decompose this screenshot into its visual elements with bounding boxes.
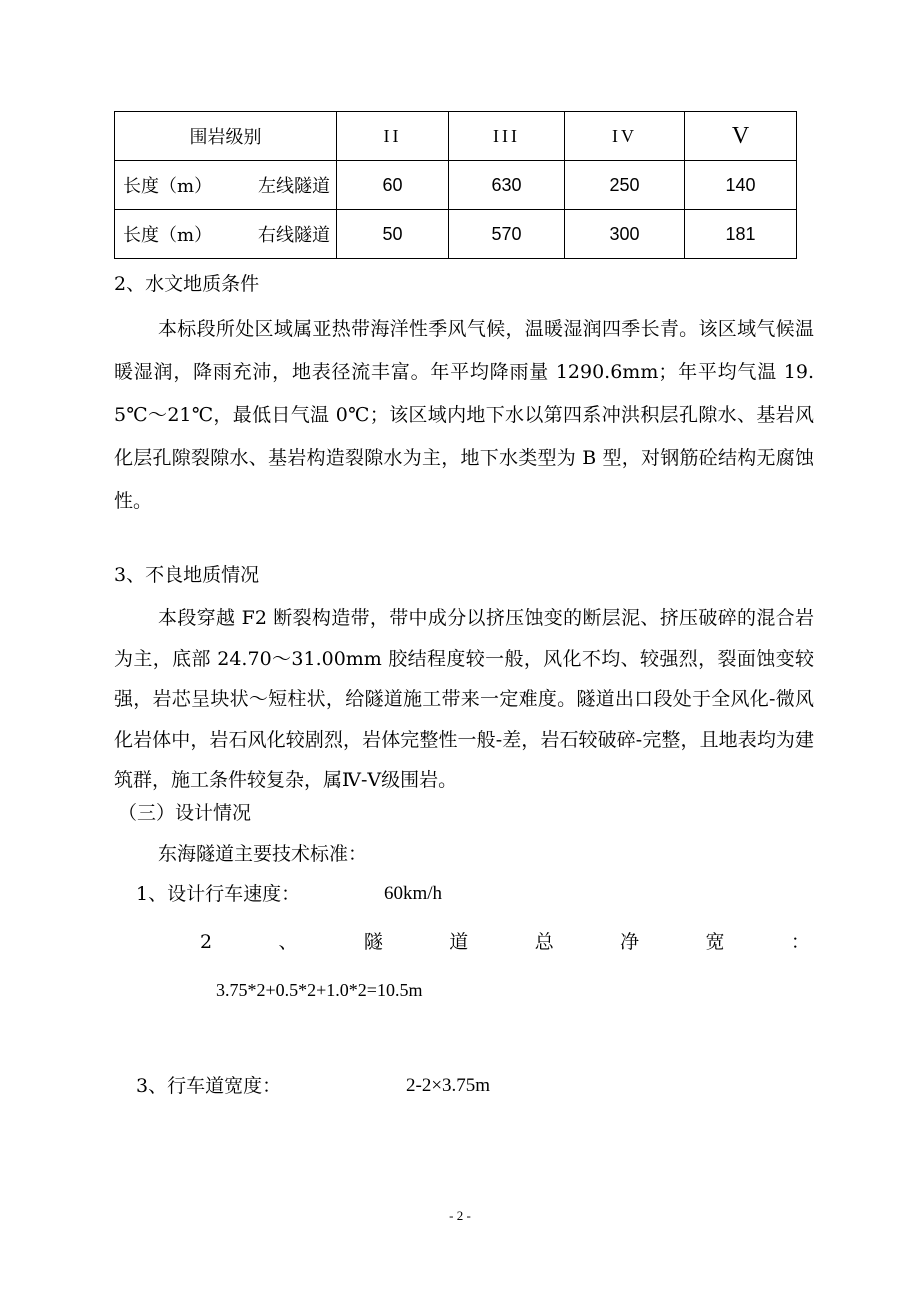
table-row bbox=[115, 161, 797, 210]
row-length-label: 长度（m） bbox=[123, 176, 213, 197]
heading-bad-geology: 3、不良地质情况 bbox=[114, 564, 260, 586]
heading-hydro: 2、水文地质条件 bbox=[114, 273, 260, 295]
item2-char: 隧 bbox=[363, 931, 383, 953]
table-header-grade: V bbox=[685, 112, 797, 161]
item2-char: 、 bbox=[278, 931, 298, 953]
item2-char: 宽 bbox=[705, 931, 725, 953]
item3-value: 2-2×3.75m bbox=[406, 1075, 491, 1096]
item3-label: 3、行车道宽度： bbox=[136, 1075, 282, 1097]
table-header-grade: IV bbox=[565, 112, 685, 161]
table-cell: 570 bbox=[449, 210, 565, 259]
heading-design: （三）设计情况 bbox=[118, 802, 252, 824]
rock-grade-table bbox=[114, 111, 797, 259]
item2-char: ： bbox=[790, 931, 810, 953]
table-row-label bbox=[115, 210, 337, 259]
item2-label bbox=[200, 930, 810, 954]
row-line-label: 左线隧道 bbox=[258, 176, 330, 197]
table-row bbox=[115, 210, 797, 259]
item1-label: 1、设计行车速度： bbox=[136, 883, 301, 905]
table-cell: 630 bbox=[449, 161, 565, 210]
table-cell: 250 bbox=[565, 161, 685, 210]
table-header-row bbox=[115, 112, 797, 161]
table-cell: 140 bbox=[685, 161, 797, 210]
item2-value: 3.75*2+0.5*2+1.0*2=10.5m bbox=[216, 980, 423, 1000]
item2-char: 2 bbox=[200, 931, 213, 953]
table-cell: 300 bbox=[565, 210, 685, 259]
page-number: - 2 - bbox=[449, 1208, 471, 1223]
item2-char: 总 bbox=[534, 931, 554, 953]
item2-char: 净 bbox=[620, 931, 640, 953]
item2-char: 道 bbox=[449, 931, 469, 953]
row-line-label: 右线隧道 bbox=[258, 225, 330, 246]
paragraph-bad-geology: 本段穿越 F2 断裂构造带，带中成分以挤压蚀变的断层泥、挤压破碎的混合岩为主，底部 24.70～31.00mm 胶结程度较一般，风化不均、较强烈，裂面蚀变较强，岩芯呈块状～短柱状，给隧道施工带来一定难度。隧道出口段处于全风化-微风化岩体中，岩石风化较剧烈，岩体完整性一般-差，岩石较破碎-完整，且地表均为建筑群，施工条件较复杂，属Ⅳ-Ⅴ级围岩。 bbox=[114, 607, 814, 791]
table-cell: 60 bbox=[337, 161, 449, 210]
table-row-label bbox=[115, 161, 337, 210]
table-header-label: 围岩级别 bbox=[115, 112, 337, 161]
paragraph-hydro: 本标段所处区域属亚热带海洋性季风气候，温暖湿润四季长青。该区域气候温暖湿润，降雨充沛，地表径流丰富。年平均降雨量 1290.6mm；年平均气温 19. 5℃～21℃，最低日气温 0℃；该区域内地下水以第四系冲洪积层孔隙水、基岩风化层孔隙裂隙水、基岩构造裂隙水为主，地下水类型为 B 型，对钢筋砼结构无腐蚀性。 bbox=[114, 318, 814, 512]
row-length-label: 长度（m） bbox=[123, 225, 213, 246]
table-header-grade: II bbox=[337, 112, 449, 161]
design-intro: 东海隧道主要技术标准： bbox=[158, 843, 368, 865]
item1-value: 60km/h bbox=[384, 883, 443, 904]
table-cell: 181 bbox=[685, 210, 797, 259]
table-cell: 50 bbox=[337, 210, 449, 259]
table-header-grade: III bbox=[449, 112, 565, 161]
